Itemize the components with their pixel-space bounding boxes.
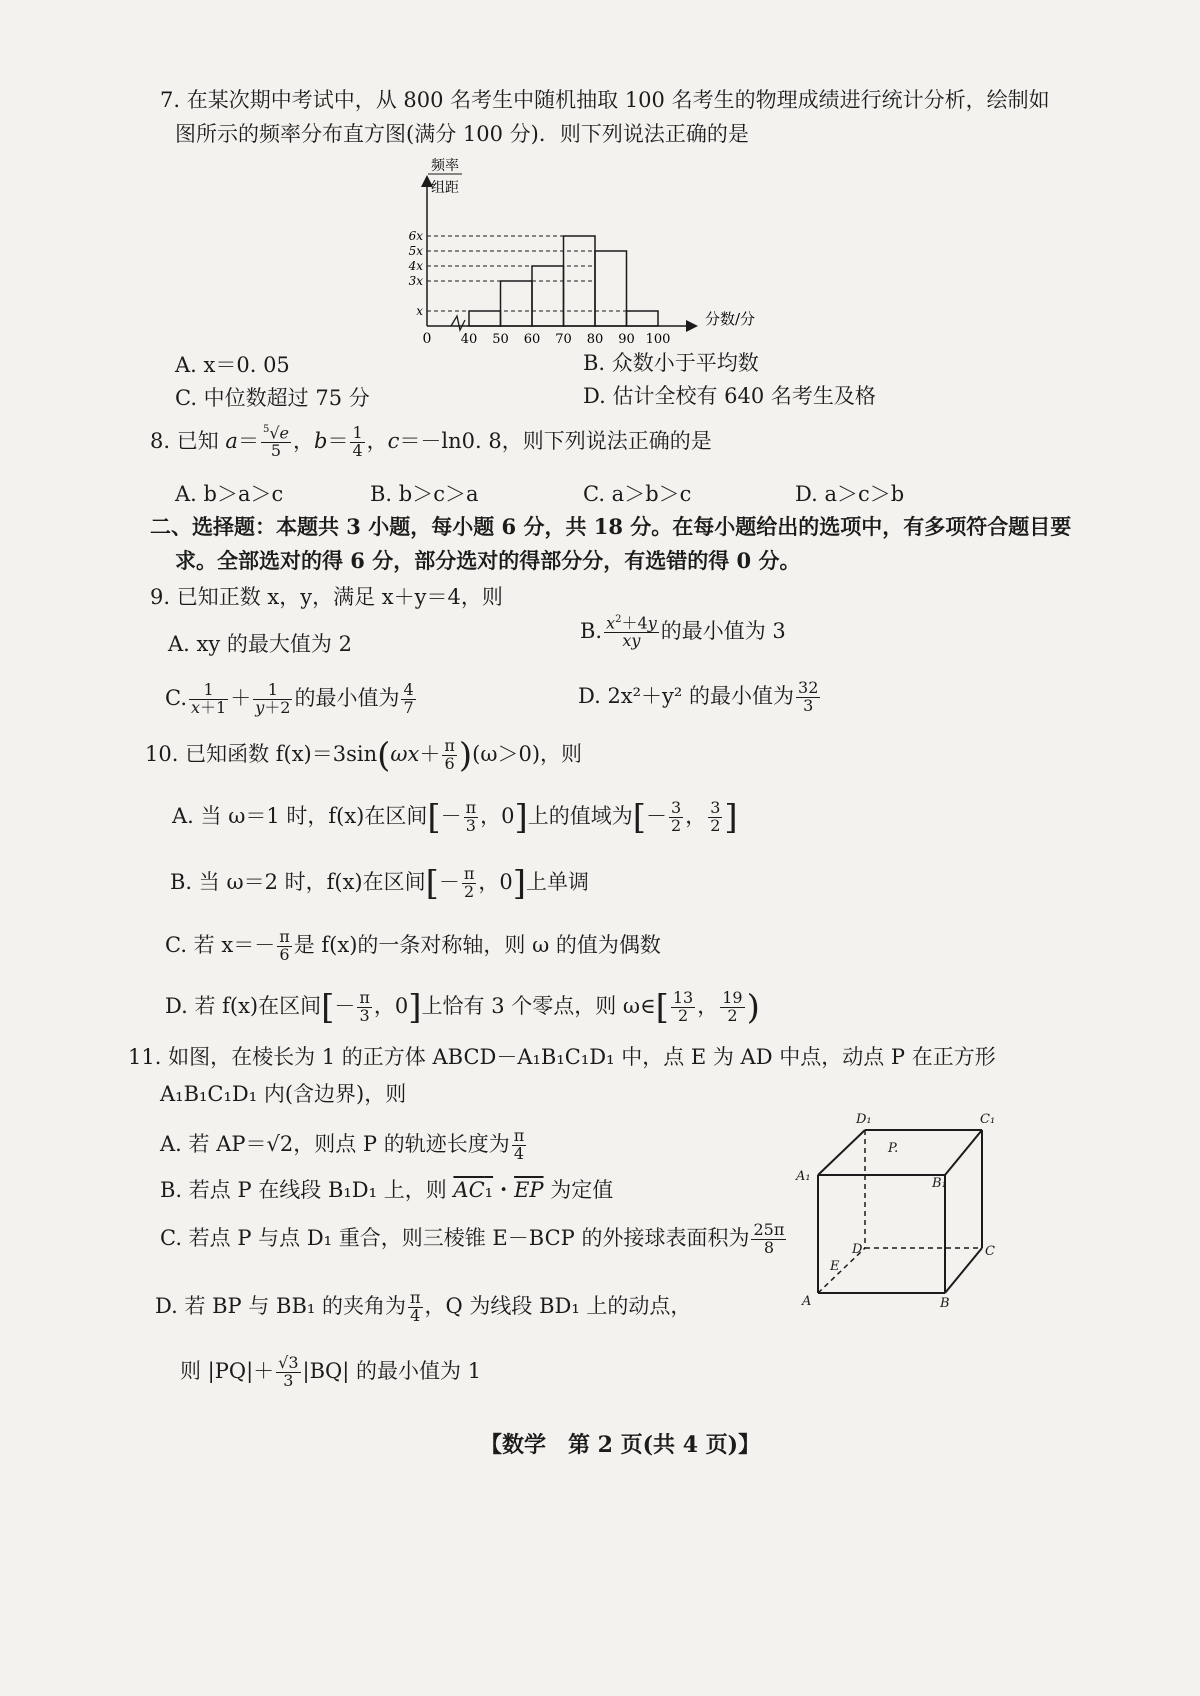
q8-option-b: B. b＞c＞a bbox=[370, 482, 479, 506]
q10-d-mid: 上恰有 3 个零点，则 ω∈ bbox=[421, 993, 656, 1018]
q11-c-prefix: C. 若点 P 与点 D₁ 重合，则三棱锥 E－BCP 的外接球表面积为 bbox=[160, 1225, 750, 1250]
q10-b-prefix: B. 当 ω＝2 时，f(x)在区间 bbox=[170, 869, 426, 894]
histogram-xlabel: 分数/分 bbox=[705, 310, 756, 328]
q9-option-a: A. xy 的最大值为 2 bbox=[168, 632, 352, 656]
histogram-ytick: 4x bbox=[408, 259, 423, 273]
q9-option-b-suffix: 的最小值为 3 bbox=[660, 618, 786, 643]
cube-label-a: A bbox=[802, 1294, 812, 1309]
q10-c-suffix: 是 f(x)的一条对称轴，则 ω 的值为偶数 bbox=[293, 932, 661, 957]
q11-option-c: C. 若点 P 与点 D₁ 重合，则三棱锥 E－BCP 的外接球表面积为 $\frac{25\pi}{8}$ bbox=[160, 1220, 785, 1257]
q8-stem: 8. 已知 a＝ $\frac{^5√e}{5}$ ，b＝ $\frac{1}{4}$ ，c＝－ln0. 8，则下列说法正确的是 bbox=[150, 423, 712, 461]
q10-b-suffix: 上单调 bbox=[526, 869, 590, 894]
q10-option-b: B. 当 ω＝2 时，f(x)在区间[－ $\frac{\pi}{2}$ ，0]上单调 bbox=[170, 863, 590, 904]
q11-b-suffix: 为定值 bbox=[550, 1178, 614, 1202]
q11-option-b: B. 若点 P 在线段 B₁D₁ 上，则 AC₁・$\overline{EP}$ 为定值 bbox=[160, 1178, 614, 1202]
histogram-xtick: 50 bbox=[492, 332, 509, 347]
histogram-ytick: x bbox=[416, 304, 423, 318]
q11-d-suffix: ，Q 为线段 BD₁ 上的动点， bbox=[424, 1293, 692, 1318]
q10-option-c: C. 若 x＝－ $\frac{\pi}{6}$ 是 f(x)的一条对称轴，则 ω 的值为偶数 bbox=[165, 927, 661, 964]
q10-c-prefix: C. 若 x＝－ bbox=[165, 932, 276, 957]
q11-b-prefix: B. 若点 P 在线段 B₁D₁ 上，则 bbox=[160, 1178, 447, 1202]
histogram-ytick: 3x bbox=[408, 274, 423, 288]
q10-stem-prefix: 10. 已知函数 f(x)＝3sin bbox=[145, 741, 378, 766]
histogram-ytick: 6x bbox=[408, 229, 423, 243]
page-footer: 【数学 第 2 页(共 4 页)】 bbox=[480, 1432, 761, 1458]
section2-line1: 二、选择题：本题共 3 小题，每小题 6 分，共 18 分。在每小题给出的选项中，有多项符合题目要 bbox=[150, 514, 1072, 539]
histogram-xtick: 60 bbox=[523, 332, 541, 347]
q7-option-a: A. x＝0. 05 bbox=[175, 353, 290, 377]
histogram-bar-40-50 bbox=[469, 311, 501, 326]
q10-stem-suffix: (ω＞0)，则 bbox=[472, 741, 583, 766]
cube-label-a1: A₁ bbox=[796, 1169, 811, 1184]
q10-option-d: D. 若 f(x)在区间[－ $\frac{\pi}{3}$ ，0]上恰有 3 个零点，则 ω∈[ $\frac{13}{2}$ ， $\frac{19}{2}$ ) bbox=[165, 987, 760, 1028]
q11-d2-suffix: |BQ| 的最小值为 1 bbox=[302, 1358, 482, 1383]
q7-option-c: C. 中位数超过 75 分 bbox=[175, 386, 370, 410]
q11-stem-line2: A₁B₁C₁D₁ 内(含边界)，则 bbox=[160, 1082, 407, 1106]
histogram-bar-80-90 bbox=[595, 251, 627, 326]
histogram-ylabel-bottom: 组距 bbox=[431, 180, 459, 196]
q8-option-d: D. a＞c＞b bbox=[795, 482, 905, 506]
q8-rest: ，则下列说法正确的是 bbox=[501, 428, 712, 453]
q9-option-d: D. 2x²＋y² 的最小值为 $\frac{32}{3}$ bbox=[578, 678, 819, 715]
cube-label-d: D bbox=[852, 1242, 863, 1257]
cube-label-c: C bbox=[985, 1244, 995, 1259]
histogram-xtick: 80 bbox=[586, 332, 604, 347]
cube-label-e: E bbox=[830, 1259, 840, 1274]
cube-figure bbox=[790, 1105, 1010, 1315]
cube-label-p: P. bbox=[888, 1141, 899, 1156]
q10-a-prefix: A. 当 ω＝1 时，f(x)在区间 bbox=[172, 803, 428, 828]
q11-stem-line1: 11. 如图，在棱长为 1 的正方体 ABCD－A₁B₁C₁D₁ 中，点 E 为 AD 中点，动点 P 在正方形 bbox=[128, 1045, 996, 1069]
q11-option-d-line2: 则 |PQ|＋ $\frac{√3}{3}$ |BQ| 的最小值为 1 bbox=[180, 1353, 482, 1390]
histogram-xtick: 40 bbox=[460, 332, 478, 347]
q10-a-mid: 上的值域为 bbox=[527, 803, 633, 828]
q7-option-b: B. 众数小于平均数 bbox=[583, 351, 759, 375]
histogram-xtick: 90 bbox=[618, 332, 635, 347]
q11-option-a: A. 若 AP＝√2，则点 P 的轨迹长度为 $\frac{\pi}{4}$ bbox=[160, 1126, 525, 1163]
q10-option-a: A. 当 ω＝1 时，f(x)在区间[－ $\frac{\pi}{3}$ ，0]上的值域为[－ $\frac{3}{2}$ ， $\frac{3}{2}$ ] bbox=[172, 797, 738, 838]
histogram-ytick: 5x bbox=[408, 244, 423, 258]
q7-option-d: D. 估计全校有 640 名考生及格 bbox=[583, 384, 876, 408]
q9-option-c: C. $\frac{1}{x+1}$ ＋ $\frac{1}{y+2}$ 的最小值为 $\frac{4}{7}$ bbox=[165, 680, 414, 717]
q11-d2-prefix: 则 |PQ|＋ bbox=[180, 1358, 275, 1383]
q7-stem-line1: 7. 在某次期中考试中，从 800 名考生中随机抽取 100 名考生的物理成绩进行统计分析，绘制如 bbox=[160, 88, 1050, 112]
q8-option-a: A. b＞a＞c bbox=[175, 482, 284, 506]
q8-option-c: C. a＞b＞c bbox=[583, 482, 692, 506]
q9-option-b: B. $\frac{x^2+4y}{xy}$ 的最小值为 3 bbox=[580, 613, 786, 651]
q11-option-d: D. 若 BP 与 BB₁ 的夹角为 $\frac{\pi}{4}$ ，Q 为线段 BD₁ 上的动点， bbox=[155, 1288, 692, 1325]
section2-line2: 求。全部选对的得 6 分，部分选对的得部分分，有选错的得 0 分。 bbox=[175, 548, 801, 573]
cube-label-b1: B₁ bbox=[932, 1176, 947, 1191]
cube-label-c1: C₁ bbox=[980, 1112, 996, 1127]
q7-stem-line2: 图所示的频率分布直方图(满分 100 分)．则下列说法正确的是 bbox=[175, 122, 749, 146]
q10-stem: 10. 已知函数 f(x)＝3sin(ωx＋ $\frac{\pi}{6}$ )(ω＞0)，则 bbox=[145, 735, 583, 776]
q11-a-prefix: A. 若 AP＝√2，则点 P 的轨迹长度为 bbox=[160, 1131, 510, 1156]
histogram-ylabel-top: 频率 bbox=[431, 158, 459, 174]
histogram-bar-90-100 bbox=[627, 311, 659, 326]
q9-stem: 9. 已知正数 x，y，满足 x＋y＝4，则 bbox=[150, 585, 503, 609]
histogram-bar-50-60 bbox=[501, 281, 533, 326]
q8-prefix: 8. 已知 bbox=[150, 428, 219, 453]
cube-label-b: B bbox=[940, 1296, 950, 1311]
q9-option-c-suffix: 的最小值为 bbox=[294, 685, 400, 710]
histogram-origin: 0 bbox=[422, 331, 432, 347]
histogram-xtick: 100 bbox=[645, 332, 671, 347]
histogram-xtick: 70 bbox=[555, 332, 572, 347]
cube-label-d1: D₁ bbox=[856, 1112, 872, 1127]
frequency-histogram bbox=[405, 150, 785, 350]
histogram-bar-60-70 bbox=[532, 266, 564, 326]
q11-d-prefix: D. 若 BP 与 BB₁ 的夹角为 bbox=[155, 1293, 406, 1318]
q10-d-prefix: D. 若 f(x)在区间 bbox=[165, 993, 322, 1018]
q9-option-d-prefix: D. 2x²＋y² 的最小值为 bbox=[578, 683, 795, 708]
